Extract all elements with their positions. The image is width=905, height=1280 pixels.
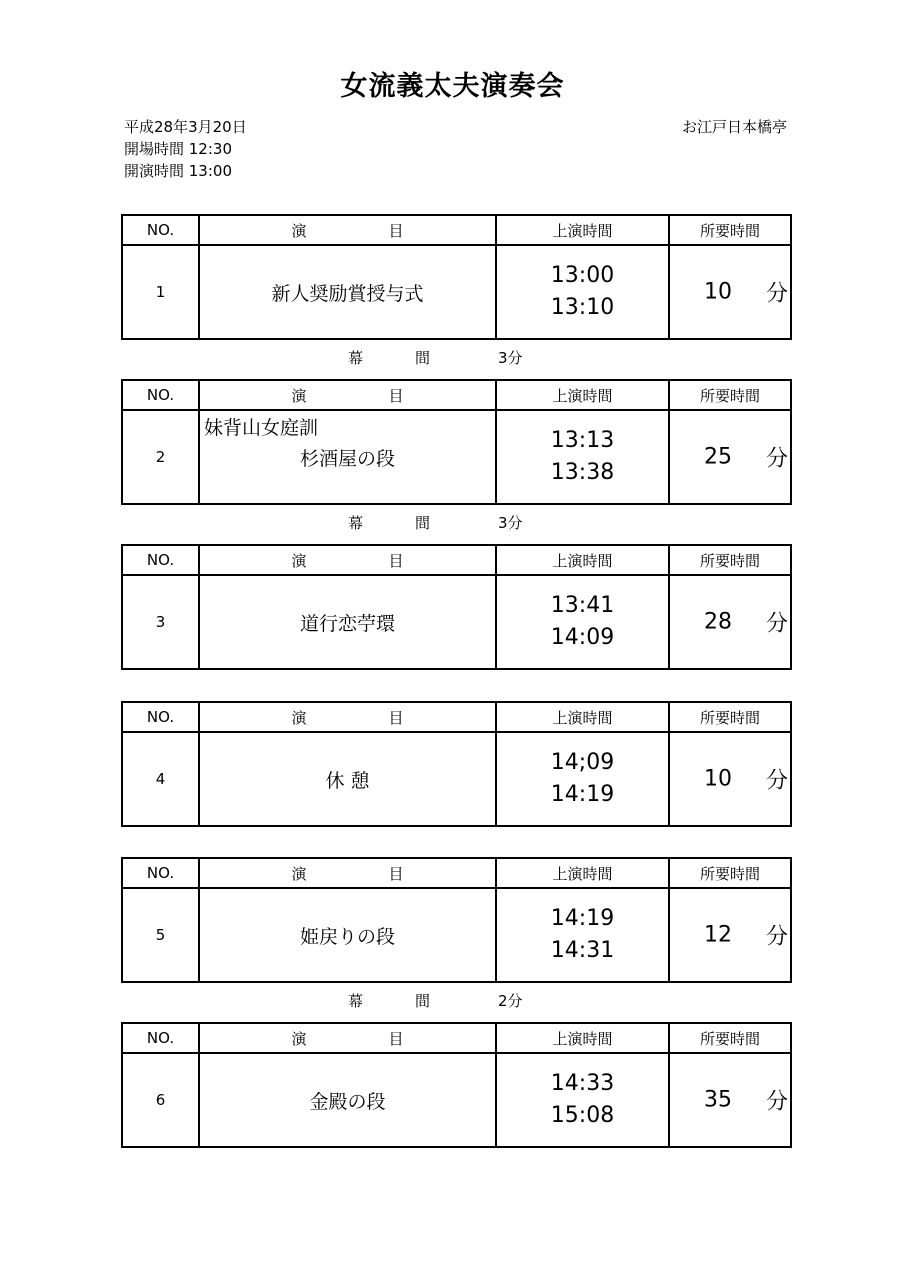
duration-unit: 分 bbox=[765, 768, 788, 794]
end-time-value: 14:31 bbox=[550, 938, 615, 963]
end-time-value: 15:08 bbox=[550, 1103, 615, 1128]
header-program bbox=[199, 1023, 496, 1053]
program-duration bbox=[669, 575, 791, 669]
program-subtitle: 妹背山女庭訓 bbox=[204, 417, 319, 439]
header-program-a: 演 bbox=[291, 221, 307, 240]
program-table-6 bbox=[121, 1022, 792, 1148]
duration-unit: 分 bbox=[765, 1089, 788, 1115]
table-header bbox=[122, 1023, 791, 1053]
start-time: 開演時間 13:00 bbox=[124, 162, 232, 180]
header-duration: 所要時間 bbox=[669, 858, 791, 888]
header-program-a: 演 bbox=[291, 1029, 307, 1048]
header-program-b: 目 bbox=[388, 551, 404, 570]
table-row bbox=[122, 245, 791, 339]
header-program-b: 目 bbox=[388, 864, 404, 883]
event-info bbox=[124, 116, 247, 182]
program-duration bbox=[669, 732, 791, 826]
header-program-b: 目 bbox=[388, 708, 404, 727]
program-duration bbox=[669, 1053, 791, 1147]
header-time: 上演時間 bbox=[496, 702, 669, 732]
program-no: 4 bbox=[122, 732, 199, 826]
table-row bbox=[122, 1053, 791, 1147]
program-table-1 bbox=[121, 214, 792, 340]
header-time: 上演時間 bbox=[496, 215, 669, 245]
intermission-label-a: 幕 bbox=[348, 992, 364, 1010]
intermission-label-a: 幕 bbox=[348, 514, 364, 532]
program-no: 2 bbox=[122, 410, 199, 504]
intermission-duration: 3分 bbox=[498, 514, 523, 532]
header-program bbox=[199, 545, 496, 575]
program-no: 1 bbox=[122, 245, 199, 339]
program-duration bbox=[669, 410, 791, 504]
header-program bbox=[199, 858, 496, 888]
start-time-value: 14:33 bbox=[550, 1071, 615, 1096]
intermission-label-b: 間 bbox=[415, 992, 431, 1010]
header-program-b: 目 bbox=[388, 386, 404, 405]
venue: お江戸日本橋亭 bbox=[681, 118, 787, 136]
program-main-title: 杉酒屋の段 bbox=[299, 447, 395, 470]
table-header bbox=[122, 215, 791, 245]
header-program-a: 演 bbox=[291, 708, 307, 727]
header-no: NO. bbox=[122, 858, 199, 888]
duration-value: 25 bbox=[704, 444, 732, 470]
program-no: 3 bbox=[122, 575, 199, 669]
header-duration: 所要時間 bbox=[669, 380, 791, 410]
program-table-2 bbox=[121, 379, 792, 505]
intermission-2 bbox=[0, 512, 905, 534]
header-no: NO. bbox=[122, 1023, 199, 1053]
program-time bbox=[496, 245, 669, 339]
program-duration bbox=[669, 245, 791, 339]
intermission-duration: 2分 bbox=[498, 992, 523, 1010]
header-time: 上演時間 bbox=[496, 380, 669, 410]
table-row bbox=[122, 732, 791, 826]
duration-value: 35 bbox=[704, 1087, 732, 1113]
header-no: NO. bbox=[122, 702, 199, 732]
header-program-a: 演 bbox=[291, 864, 307, 883]
duration-value: 10 bbox=[704, 279, 732, 305]
duration-unit: 分 bbox=[765, 611, 788, 637]
header-no: NO. bbox=[122, 215, 199, 245]
intermission-3 bbox=[0, 990, 905, 1012]
header-program-b: 目 bbox=[388, 221, 404, 240]
program-time bbox=[496, 575, 669, 669]
duration-value: 10 bbox=[704, 766, 732, 792]
intermission-label-a: 幕 bbox=[348, 349, 364, 367]
program-title: 道行恋苧環 bbox=[199, 575, 496, 669]
table-row bbox=[122, 575, 791, 669]
program-title bbox=[199, 410, 496, 504]
header-duration: 所要時間 bbox=[669, 1023, 791, 1053]
program-table-3 bbox=[121, 544, 792, 670]
program-time bbox=[496, 410, 669, 504]
start-time-value: 14:19 bbox=[550, 906, 615, 931]
program-no: 6 bbox=[122, 1053, 199, 1147]
table-header bbox=[122, 545, 791, 575]
intermission-label-b: 間 bbox=[415, 349, 431, 367]
program-no: 5 bbox=[122, 888, 199, 982]
header-duration: 所要時間 bbox=[669, 215, 791, 245]
header-program-b: 目 bbox=[388, 1029, 404, 1048]
program-time bbox=[496, 1053, 669, 1147]
header-program bbox=[199, 215, 496, 245]
header-duration: 所要時間 bbox=[669, 702, 791, 732]
program-title: 新人奨励賞授与式 bbox=[199, 245, 496, 339]
program-title: 金殿の段 bbox=[199, 1053, 496, 1147]
intermission-duration: 3分 bbox=[498, 349, 523, 367]
header-time: 上演時間 bbox=[496, 858, 669, 888]
table-header bbox=[122, 858, 791, 888]
program-title: 休 憩 bbox=[199, 732, 496, 826]
duration-unit: 分 bbox=[765, 446, 788, 472]
header-duration: 所要時間 bbox=[669, 545, 791, 575]
duration-value: 12 bbox=[704, 922, 732, 948]
start-time-value: 13:00 bbox=[550, 263, 615, 288]
header-time: 上演時間 bbox=[496, 545, 669, 575]
table-row bbox=[122, 410, 791, 504]
program-time bbox=[496, 888, 669, 982]
intermission-1 bbox=[0, 347, 905, 369]
program-time bbox=[496, 732, 669, 826]
header-program bbox=[199, 380, 496, 410]
header-no: NO. bbox=[122, 545, 199, 575]
header-program-a: 演 bbox=[291, 386, 307, 405]
end-time-value: 13:10 bbox=[550, 295, 615, 320]
duration-unit: 分 bbox=[765, 924, 788, 950]
program-table-5 bbox=[121, 857, 792, 983]
table-header bbox=[122, 380, 791, 410]
program-duration bbox=[669, 888, 791, 982]
start-time-value: 13:13 bbox=[550, 428, 615, 453]
table-header bbox=[122, 702, 791, 732]
end-time-value: 14:19 bbox=[550, 782, 615, 807]
event-date: 平成28年3月20日 bbox=[124, 118, 247, 136]
table-row bbox=[122, 888, 791, 982]
program-title: 姫戻りの段 bbox=[199, 888, 496, 982]
start-time-value: 14;09 bbox=[550, 750, 615, 775]
header-no: NO. bbox=[122, 380, 199, 410]
header-time: 上演時間 bbox=[496, 1023, 669, 1053]
end-time-value: 14:09 bbox=[550, 625, 615, 650]
program-table-4 bbox=[121, 701, 792, 827]
header-program bbox=[199, 702, 496, 732]
intermission-label-b: 間 bbox=[415, 514, 431, 532]
duration-unit: 分 bbox=[765, 281, 788, 307]
header-program-a: 演 bbox=[291, 551, 307, 570]
start-time-value: 13:41 bbox=[550, 593, 615, 618]
duration-value: 28 bbox=[704, 609, 732, 635]
document-title: 女流義太夫演奏会 bbox=[340, 71, 565, 102]
end-time-value: 13:38 bbox=[550, 460, 615, 485]
open-time: 開場時間 12:30 bbox=[124, 140, 232, 158]
